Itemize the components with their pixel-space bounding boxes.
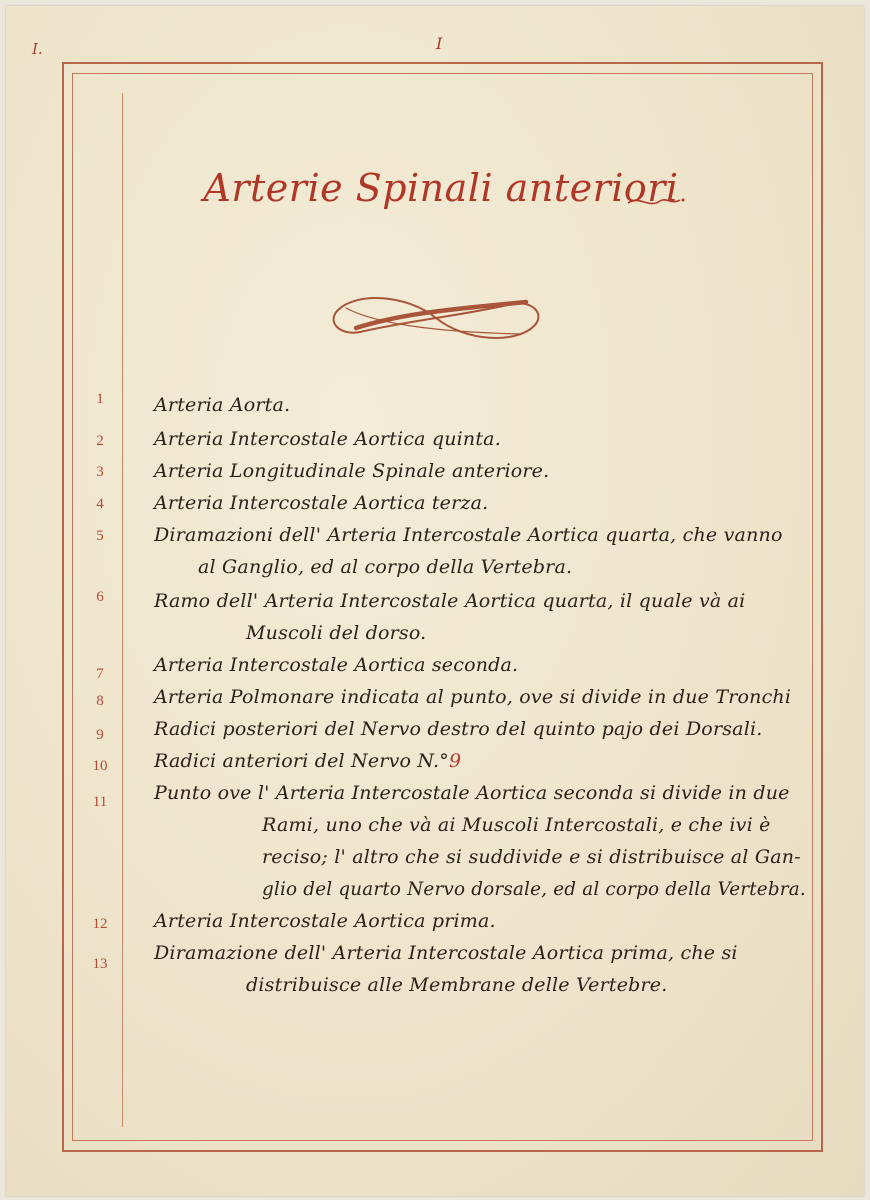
entry-text: Arteria Intercostale Aortica seconda.: [154, 654, 519, 676]
entry-text: Arteria Intercostale Aortica prima.: [154, 910, 496, 932]
entry-text: Radici posteriori del Nervo destro del quinto pajo dei Dorsali.: [154, 718, 763, 740]
entry-number: 5: [96, 528, 104, 544]
entry-number: 10: [92, 758, 108, 774]
entry-text-continued: reciso; l' altro che si suddivide e si distribuisce al Gan-: [262, 846, 801, 868]
entry-number: 2: [96, 433, 104, 449]
title-flourish-icon: [626, 191, 686, 211]
entry-text-body: Radici anteriori del Nervo N.°: [154, 750, 449, 772]
entry-text-continued: distribuisce alle Membrane delle Vertebre.: [246, 974, 668, 996]
margin-rule: [122, 93, 123, 1127]
entry-text-continued: Muscoli del dorso.: [246, 622, 427, 644]
entry-number: 3: [96, 464, 104, 480]
entry-number: 8: [96, 693, 104, 709]
entry-number: 1: [96, 391, 104, 407]
entry-number: 11: [92, 794, 108, 810]
entry-number: 4: [96, 496, 104, 512]
page-number: I: [436, 34, 443, 53]
entry-text: Diramazioni dell' Arteria Intercostale Aortica quarta, che vanno: [154, 524, 783, 546]
calligraphic-ornament-icon: [316, 288, 556, 348]
entry-number: 7: [96, 666, 104, 682]
entry-number: 9: [96, 727, 104, 743]
entry-number: 13: [92, 956, 108, 972]
entry-text: [154, 750, 461, 772]
page-title: Arterie Spinali anteriori: [203, 166, 679, 210]
sheet-number: I.: [32, 40, 43, 58]
entry-text: Arteria Aorta.: [154, 394, 291, 416]
entry-text-continued: Rami, uno che và ai Muscoli Intercostali, e che ivi è: [262, 814, 771, 836]
entry-text: Diramazione dell' Arteria Intercostale Aortica prima, che si: [154, 942, 738, 964]
entry-reference: 9: [448, 750, 462, 772]
entry-number: 6: [96, 589, 104, 605]
entry-text: Arteria Intercostale Aortica terza.: [154, 492, 489, 514]
entry-text: Arteria Longitudinale Spinale anteriore.: [154, 460, 550, 482]
entry-text: Ramo dell' Arteria Intercostale Aortica quarta, il quale và ai: [154, 590, 746, 612]
entry-text-continued: al Ganglio, ed al corpo della Vertebra.: [198, 556, 573, 578]
manuscript-page: [6, 6, 864, 1196]
entry-number: 12: [92, 916, 108, 932]
entry-text: Arteria Intercostale Aortica quinta.: [154, 428, 501, 450]
entry-text-continued: glio del quarto Nervo dorsale, ed al corpo della Vertebra.: [262, 878, 806, 900]
entry-text: Punto ove l' Arteria Intercostale Aortica seconda si divide in due: [154, 782, 790, 804]
entry-text: Arteria Polmonare indicata al punto, ove si divide in due Tronchi: [154, 686, 792, 708]
